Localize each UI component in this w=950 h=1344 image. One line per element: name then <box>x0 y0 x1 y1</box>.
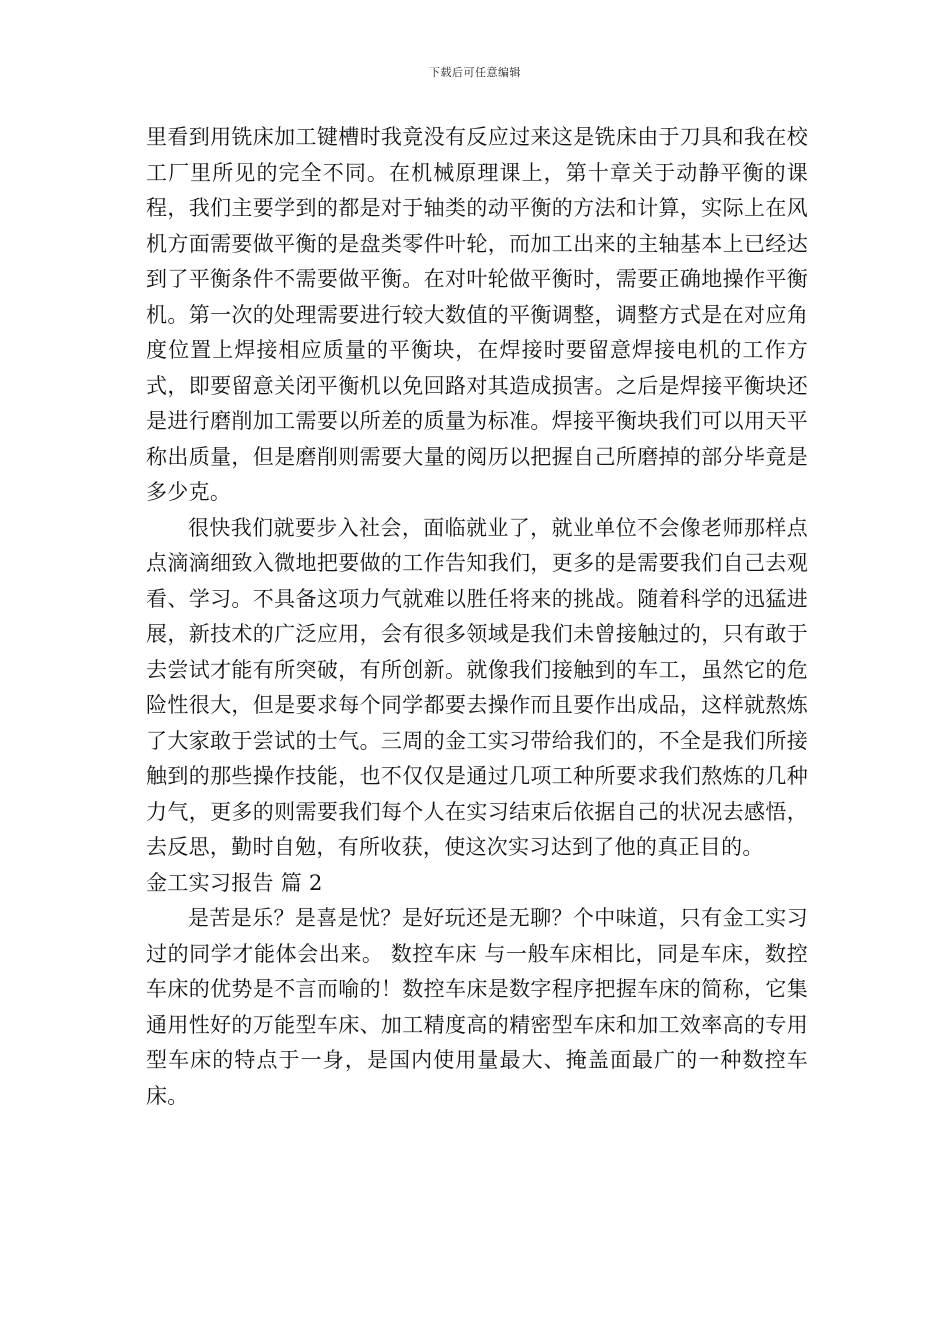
page-header-note: 下载后可任意编辑 <box>429 66 521 79</box>
document-body <box>146 120 808 1114</box>
section-heading: 金工实习报告 篇 2 <box>146 870 323 895</box>
body-paragraph-1: 里看到用铣床加工键槽时我竟没有反应过来这是铣床由于刀具和我在校工厂里所见的完全不同。在机械原理课上，第十章关于动静平衡的课程，我们主要学到的都是对于轴类的动平衡的方法和计算，实际上在风机方面需要做平衡的是盘类零件叶轮，而加工出来的主轴基本上已经达到了平衡条件不需要做平衡。在对叶轮做平衡时，需要正确地操作平衡机。第一次的处理需要进行较大数值的平衡调整，调整方式是在对应角度位置上焊接相应质量的平衡块，在焊接时要留意焊接电机的工作方式，即要留意关闭平衡机以免回路对其造成损害。之后是焊接平衡块还是进行磨削加工需要以所差的质量为标准。焊接平衡块我们可以用天平称出质量，但是磨削则需要大量的阅历以把握自己所磨掉的部分毕竟是多少克。 <box>146 125 808 504</box>
body-paragraph-3: 是苦是乐？是喜是忧？是好玩还是无聊？个中味道，只有金工实习过的同学才能体会出来。 数控车床 与一般车床相比，同是车床，数控车床的优势是不言而喻的！数控车床是数字程序把握车床的简称，它集通用性好的万能型车床、加工精度高的精密型车床和加工效率高的专用型车床的特点于一身，是国内使用量最大、掩盖面最广的一种数控车床。 <box>146 906 808 1108</box>
body-paragraph-2: 很快我们就要步入社会，面临就业了，就业单位不会像老师那样点点滴滴细致入微地把要做的工作告知我们，更多的是需要我们自己去观看、学习。不具备这项力气就难以胜任将来的挑战。随着科学的迅猛进展，新技术的广泛应用，会有很多领域是我们未曾接触过的，只有敢于去尝试才能有所突破，有所创新。就像我们接触到的车工，虽然它的危险性很大，但是要求每个同学都要去操作而且要作出成品，这样就熬炼了大家敢于尝试的士气。三周的金工实习带给我们的，不全是我们所接触到的那些操作技能，也不仅仅是通过几项工种所要求我们熬炼的几种力气，更多的则需要我们每个人在实习结束后依据自己的状况去感悟，去反思，勤时自勉，有所收获，使这次实习达到了他的真正目的。 <box>146 515 808 859</box>
